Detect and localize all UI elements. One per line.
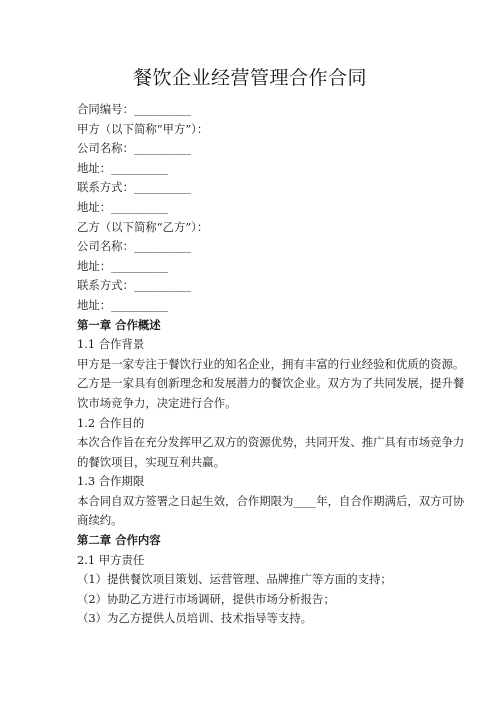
party-b-contact: 联系方式：__________ [77, 278, 191, 293]
document-title: 餐饮企业经营管理合作合同 [132, 67, 367, 89]
party-a-contact: 联系方式：__________ [77, 180, 191, 195]
party-a-address: 地址：__________ [77, 160, 169, 175]
list-item: （3）为乙方提供人员培训、技术指导等支持。 [77, 611, 313, 626]
chapter-2-heading: 第二章 合作内容 [77, 533, 161, 548]
contract-number-line: 合同编号：__________ [77, 102, 191, 116]
section-1-2-paragraph-b: 的餐饮项目，实现互利共赢。 [77, 454, 226, 469]
chapter-1-heading: 第一章 合作概述 [77, 317, 161, 332]
section-1-3-heading: 1.3 合作期限 [77, 474, 145, 489]
party-b-address: 地址：__________ [77, 258, 169, 273]
party-a-address-2: 地址：__________ [77, 199, 169, 214]
party-a-company-name: 公司名称：__________ [77, 141, 191, 156]
party-a-heading: 甲方（以下简称“甲方”）： [77, 121, 209, 136]
section-1-1-heading: 1.1 合作背景 [77, 337, 145, 352]
section-1-2-paragraph-a: 本次合作旨在充分发挥甲乙双方的资源优势，共同开发、推广具有市场竞争力 [77, 435, 465, 450]
section-2-1-heading: 2.1 甲方责任 [77, 552, 145, 567]
party-b-company-name: 公司名称：__________ [77, 239, 191, 254]
section-1-3-paragraph-b: 商续约。 [77, 513, 123, 528]
list-item: （2）协助乙方进行市场调研，提供市场分析报告； [77, 591, 335, 606]
section-1-1-paragraph-2a: 乙方是一家具有创新理念和发展潜力的餐饮企业。双方为了共同发展，提升餐 [77, 376, 465, 391]
party-b-address-2: 地址：__________ [77, 297, 169, 312]
section-1-1-paragraph-1: 甲方是一家专注于餐饮行业的知名企业，拥有丰富的行业经验和优质的资源。 [77, 356, 465, 371]
list-item: （1）提供餐饮项目策划、运营管理、品牌推广等方面的支持； [77, 572, 392, 587]
section-1-2-heading: 1.2 合作目的 [77, 415, 145, 430]
party-b-heading: 乙方（以下简称“乙方”）： [77, 219, 209, 234]
document-body [77, 100, 465, 629]
section-1-1-paragraph-2b: 饮市场竞争力，决定进行合作。 [77, 395, 237, 410]
section-1-3-paragraph-a: 本合同自双方签署之日起生效，合作期限为____年，自合作期满后，双方可协 [77, 493, 465, 508]
